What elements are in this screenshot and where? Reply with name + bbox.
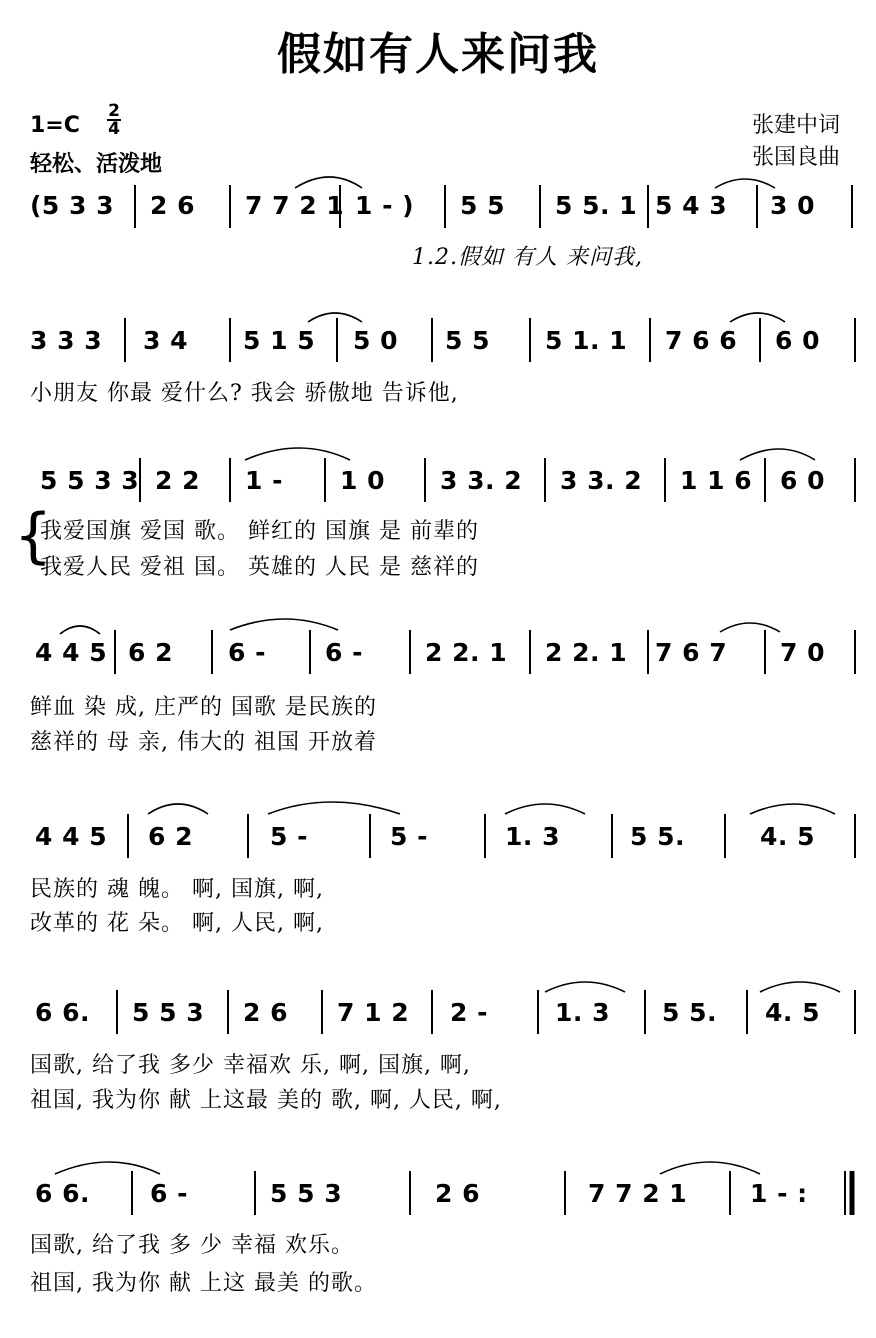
lyrics-7-verse-2: 祖国, 我为你 献 上这 最美 的歌。 xyxy=(30,1271,377,1296)
measure-2-6: 5 1. 1 xyxy=(545,326,628,355)
measure-3-4: 1 0 xyxy=(340,466,385,495)
composer-credit: 张国良曲 xyxy=(752,145,841,170)
lyrics-3-verse-1: 我爱国旗 爱国 歌。 鲜红的 国旗 是 前辈的 xyxy=(40,519,479,544)
measure-7-3: 5 5 3 xyxy=(270,1179,343,1208)
measure-1-7: 5 4 3 xyxy=(655,191,728,220)
measure-3-8: 6 0 xyxy=(780,466,825,495)
measure-6-5: 2 - xyxy=(450,998,488,1027)
measure-5-6: 5 5. xyxy=(630,822,685,851)
lyrics-4-verse-1: 鲜血 染 成, 庄严的 国歌 是民族的 xyxy=(30,695,377,720)
lyrics-6-verse-1: 国歌, 给了我 多少 幸福欢 乐, 啊, 国旗, 啊, xyxy=(30,1053,471,1078)
tempo-marking: 轻松、活泼地 xyxy=(30,152,163,177)
measure-7-5: 7 7 2 1 xyxy=(588,1179,688,1208)
measure-2-3: 5 1 5 xyxy=(243,326,316,355)
measure-7-6: 1 - : xyxy=(750,1179,808,1208)
measure-1-2: 2 6 xyxy=(150,191,195,220)
measure-4-4: 6 - xyxy=(325,638,363,667)
measure-2-8: 6 0 xyxy=(775,326,820,355)
measure-5-4: 5 - xyxy=(390,822,428,851)
measure-6-2: 5 5 3 xyxy=(132,998,205,1027)
measure-7-2: 6 - xyxy=(150,1179,188,1208)
measure-2-7: 7 6 6 xyxy=(665,326,738,355)
time-signature-bottom: 4 xyxy=(108,119,120,139)
measure-1-4: 1 - ) xyxy=(355,191,415,220)
measure-2-4: 5 0 xyxy=(353,326,398,355)
lyrics-7-verse-1: 国歌, 给了我 多 少 幸福 欢乐。 xyxy=(30,1233,354,1258)
slurs xyxy=(55,177,840,1174)
measure-6-6: 1. 3 xyxy=(555,998,610,1027)
measure-5-7: 4. 5 xyxy=(760,822,815,851)
barlines xyxy=(115,185,855,1215)
measure-7-1: 6 6. xyxy=(35,1179,90,1208)
lyricist-credit: 张建中词 xyxy=(752,113,841,138)
verse-brace: { xyxy=(14,501,53,571)
lyrics-2-verse-1: 小朋友 你最 爱什么? 我会 骄傲地 告诉他, xyxy=(30,381,459,406)
lyrics-5-verse-2: 改革的 花 朵。 啊, 人民, 啊, xyxy=(30,911,324,936)
measure-3-7: 1 1 6 xyxy=(680,466,753,495)
measure-4-3: 6 - xyxy=(228,638,266,667)
measure-6-3: 2 6 xyxy=(243,998,288,1027)
measure-4-7: 7 6 7 xyxy=(655,638,728,667)
measure-3-2: 2 2 xyxy=(155,466,200,495)
lyrics-6-verse-2: 祖国, 我为你 献 上这最 美的 歌, 啊, 人民, 啊, xyxy=(30,1088,502,1113)
measure-5-1: 4 4 5 xyxy=(35,822,108,851)
lyrics-1-verse-1: 1.2.假如 有人 来问我, xyxy=(412,245,643,270)
key-signature: 1=C xyxy=(30,113,80,138)
measure-4-8: 7 0 xyxy=(780,638,825,667)
time-signature-top: 2 xyxy=(108,101,120,121)
measure-1-5: 5 5 xyxy=(460,191,505,220)
measure-3-6: 3 3. 2 xyxy=(560,466,643,495)
measure-5-5: 1. 3 xyxy=(505,822,560,851)
lyrics-5-verse-1: 民族的 魂 魄。 啊, 国旗, 啊, xyxy=(30,877,324,902)
measure-4-2: 6 2 xyxy=(128,638,173,667)
measure-6-1: 6 6. xyxy=(35,998,90,1027)
measure-5-3: 5 - xyxy=(270,822,308,851)
lyrics-3-verse-2: 我爱人民 爱祖 国。 英雄的 人民 是 慈祥的 xyxy=(40,555,479,580)
measure-2-2: 3 4 xyxy=(143,326,188,355)
measure-6-4: 7 1 2 xyxy=(337,998,410,1027)
measure-3-3: 1 - xyxy=(245,466,283,495)
measure-6-8: 4. 5 xyxy=(765,998,820,1027)
measure-1-6: 5 5. 1 xyxy=(555,191,638,220)
measure-1-3: 7 7 2 1 xyxy=(245,191,345,220)
measure-6-7: 5 5. xyxy=(662,998,717,1027)
measure-7-4: 2 6 xyxy=(435,1179,480,1208)
page-title: 假如有人来问我 xyxy=(277,29,599,80)
measure-3-5: 3 3. 2 xyxy=(440,466,523,495)
lyrics-4-verse-2: 慈祥的 母 亲, 伟大的 祖国 开放着 xyxy=(30,730,377,755)
measure-2-1: 3 3 3 xyxy=(30,326,103,355)
measure-4-1: 4 4 5 xyxy=(35,638,108,667)
measure-2-5: 5 5 xyxy=(445,326,490,355)
measure-5-2: 6 2 xyxy=(148,822,193,851)
measure-3-1: 5 5 3 3 xyxy=(40,466,140,495)
measure-1-8: 3 0 xyxy=(770,191,815,220)
measure-4-5: 2 2. 1 xyxy=(425,638,508,667)
measure-1-1: (5 3 3 xyxy=(30,191,115,220)
measure-4-6: 2 2. 1 xyxy=(545,638,628,667)
